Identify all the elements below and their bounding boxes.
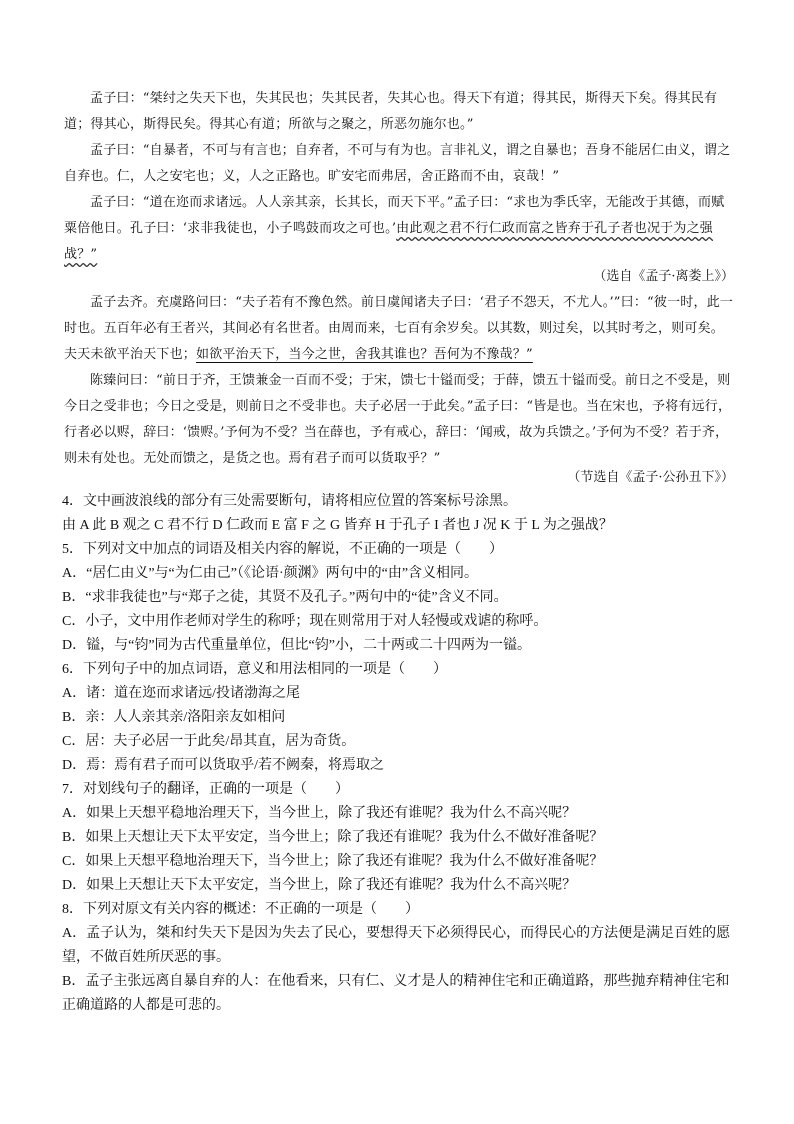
underlined-sentence: 如欲平治天下，当今之世，舍我其谁也？吾何为不豫哉？” [196, 347, 533, 362]
question-7-stem: 7．对划线句子的翻译，正确的一项是（ ） [62, 782, 349, 797]
question-7-option-d: D．如果上天想让天下太平安定，当今世上，除了我还有谁呢？我为什么不高兴呢？ [62, 878, 577, 893]
question-6-option-d: D．焉：焉有君子而可以货取乎/若不阙秦，将焉取之 [62, 758, 384, 773]
question-5-option-c: C．小子，文中用作老师对学生的称呼；现在则常用于对人轻慢或戏谑的称呼。 [62, 614, 548, 629]
question-6-option-c: C．居：夫子必居一于此矣/昂其直，居为奇货。 [62, 734, 356, 749]
questions-section [62, 490, 738, 1018]
question-7-option-a: A．如果上天想平稳地治理天下，当今世上，除了我还有谁呢？我为什么不高兴呢？ [62, 806, 577, 821]
question-7-option-c: C．如果上天想平稳地治理天下，当今世上；除了我还有谁呢？我为什么不做好准备呢？ [62, 854, 604, 869]
passage2-paragraph-1 [64, 290, 736, 368]
question-8-option-b: B．孟子主张远离自暴自弃的人：在他看来，只有仁、义才是人的精神住宅和正确道路，那些抛弃精神住宅和正确道路的人都是可悲的。 [62, 974, 730, 1013]
question-5-option-a: A．“居仁由义”与“为仁由己”（《论语·颜渊》两句中的“由”含义相同。 [62, 566, 479, 581]
question-4-stem: 4．文中画波浪线的部分有三处需要断句，请将相应位置的答案标号涂黑。 [62, 494, 517, 509]
question-8-option-a: A．孟子认为，桀和纣失天下是因为失去了民心，要想得天下必须得民心，而得民心的方法便是满足百姓的愿望，不做百姓所厌恶的事。 [62, 926, 731, 965]
question-6-option-a: A．诸：道在迩而求诸远/投诸渤海之尾 [62, 686, 300, 701]
passage1-paragraph-3 [64, 190, 736, 268]
question-6-stem: 6．下列句子中的加点词语，意义和用法相同的一项是（ ） [62, 662, 447, 677]
passage2-paragraph-2: 陈臻问曰：“前日于齐，王馈兼金一百而不受；于宋，馈七十镒而受；于薛，馈五十镒而受。前日之不受是，则今日之受非也；今日之受是，则前日之不受非也。夫子必居一于此矣。”孟子曰：“皆是也。当在宋也，予将有远行，行者必以赆，辞曰：‘馈赆。’予何为不受？当在薛也，予有戒心，辞曰：‘闻戒，故为兵馈之。’予何为不受？若于齐，则未有处也。无处而馈之，是货之也。焉有君子而可以货取乎？” [64, 373, 732, 466]
passage-mencius-gongsun [64, 290, 736, 472]
question-5-option-d: D．镒，与“钧”同为古代重量单位，但比“钧”小，二十两或二十四两为一镒。 [62, 638, 531, 653]
source-citation-2: （节选自《孟子·公孙丑下》） [567, 470, 734, 485]
question-6-option-b: B．亲：人人亲其亲/洛阳亲友如相问 [62, 710, 286, 725]
question-7-option-b: B．如果上天想让天下太平安定，当今世上；除了我还有谁呢？我为什么不做好准备呢？ [62, 830, 604, 845]
passage1-paragraph-1: 孟子曰：“桀纣之失天下也，失其民也；失其民者，失其心也。得天下有道；得其民，斯得天下矣。得其民有道；得其心，斯得民矣。得其心有道；所欲与之聚之，所恶勿施尔也。” [64, 91, 718, 132]
question-8-stem: 8．下列对原文有关内容的概述：不正确的一项是（ ） [62, 902, 419, 917]
passage1-paragraph-3-text: 孟子曰：“道在迩而求诸远。人人亲其亲，长其长，而天下平。”孟子曰：“求也为季氏宰，无能改于其德，而赋粟倍他日。孔子曰：‘求非我徒也，小子鸣鼓而攻之可也。’ [64, 195, 725, 236]
question-5-stem: 5．下列对文中加点的词语及相关内容的解说，不正确的一项是（ ） [62, 542, 503, 557]
question-4-options-line: 由 A 此 B 观之 C 君不行 D 仁政而 E 富 F 之 G 皆弃 H 于孔子 I 者也 J 况 K 于 L 为之强战？ [62, 518, 613, 533]
passage1-paragraph-2: 孟子曰：“自暴者，不可与有言也；自弃者，不可与有为也。言非礼义，谓之自暴也；吾身不能居仁由义，谓之自弃也。仁，人之安宅也；义，人之正路也。旷安宅而弗居，舍正路而不由，哀哉！” [64, 143, 731, 184]
source-citation-1: （选自《孟子·离娄上》） [593, 269, 734, 284]
passage2-paragraph-1-text: 孟子去齐。充虞路问曰：“夫子若有不豫色然。前日虞闻诸夫子曰：‘君子不怨天，不尤人。’”曰：“彼一时，此一时也。五百年必有王者兴，其间必有名世者。由周而来，七百有余岁矣。以其数，则过矣，以其时考之，则可矣。夫天未欲平治天下也； [64, 295, 734, 362]
question-5-option-b: B．“求非我徒也”与“郑子之徒，其贤不及孔子。”两句中的“徒”含义不同。 [62, 590, 508, 605]
wavy-underlined-sentence: 由此观之君不行仁政而富之皆弃于孔子者也况于为之强战？” [64, 221, 713, 262]
passage-mencius-lilou [64, 86, 736, 268]
